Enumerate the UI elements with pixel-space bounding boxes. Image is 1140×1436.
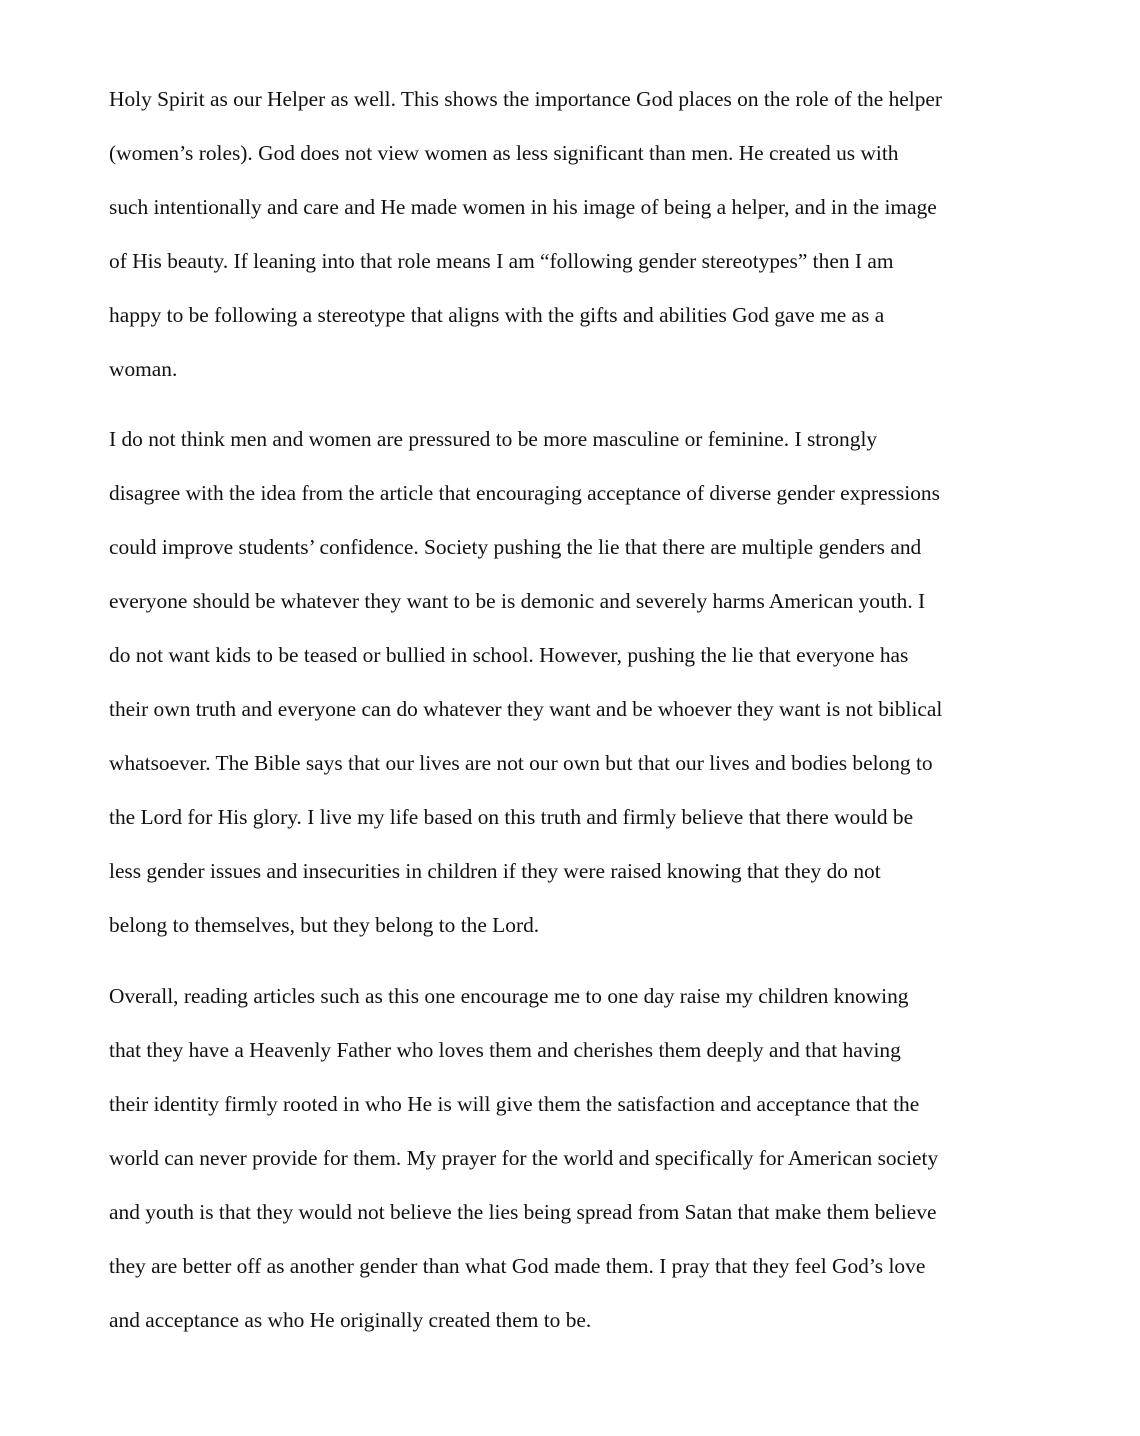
paragraph-2 <box>109 412 1049 952</box>
text-line: less gender issues and insecurities in children if they were raised knowing that they do not <box>109 859 881 883</box>
paragraph-1 <box>109 72 1049 396</box>
text-line: could improve students’ confidence. Society pushing the lie that there are multiple genders and <box>109 535 922 559</box>
text-line: such intentionally and care and He made women in his image of being a helper, and in the image <box>109 195 937 219</box>
text-line: happy to be following a stereotype that aligns with the gifts and abilities God gave me as a <box>109 303 885 327</box>
text-line: do not want kids to be teased or bullied in school. However, pushing the lie that everyone has <box>109 643 909 667</box>
text-line: whatsoever. The Bible says that our lives are not our own but that our lives and bodies belong to <box>109 751 933 775</box>
text-line: and acceptance as who He originally created them to be. <box>109 1308 592 1332</box>
text-line: and youth is that they would not believe the lies being spread from Satan that make them believe <box>109 1200 937 1224</box>
text-line: that they have a Heavenly Father who loves them and cherishes them deeply and that having <box>109 1038 901 1062</box>
text-line: Overall, reading articles such as this one encourage me to one day raise my children knowing <box>109 984 909 1008</box>
text-line: woman. <box>109 357 178 381</box>
paragraph-3 <box>109 969 1049 1347</box>
text-line: belong to themselves, but they belong to the Lord. <box>109 913 540 937</box>
text-line: the Lord for His glory. I live my life based on this truth and firmly believe that there would be <box>109 805 914 829</box>
text-line: their identity firmly rooted in who He is will give them the satisfaction and acceptance that the <box>109 1092 920 1116</box>
text-line: I do not think men and women are pressured to be more masculine or feminine. I strongly <box>109 427 878 451</box>
text-line: world can never provide for them. My prayer for the world and specifically for American society <box>109 1146 939 1170</box>
text-line: disagree with the idea from the article that encouraging acceptance of diverse gender expressions <box>109 481 940 505</box>
text-line: (women’s roles). God does not view women as less significant than men. He created us with <box>109 141 899 165</box>
text-line: Holy Spirit as our Helper as well. This shows the importance God places on the role of the helper <box>109 87 943 111</box>
text-line: of His beauty. If leaning into that role means I am “following gender stereotypes” then I am <box>109 249 894 273</box>
text-line: their own truth and everyone can do whatever they want and be whoever they want is not biblical <box>109 697 943 721</box>
text-line: they are better off as another gender than what God made them. I pray that they feel God’s love <box>109 1254 926 1278</box>
text-line: everyone should be whatever they want to be is demonic and severely harms American youth. I <box>109 589 926 613</box>
